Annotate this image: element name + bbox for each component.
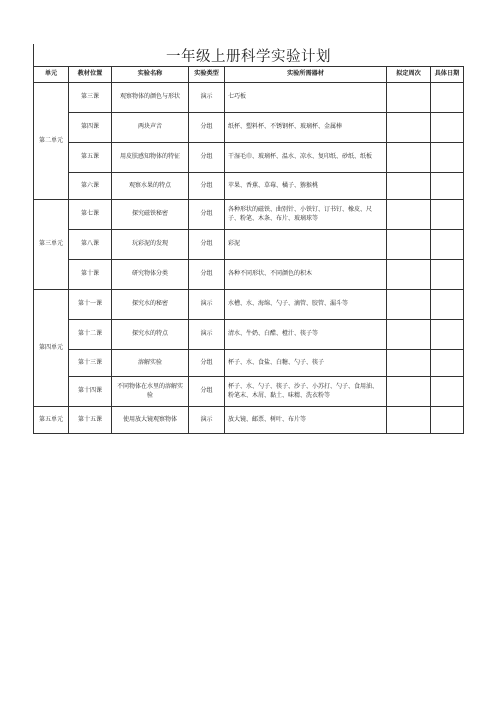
week-cell xyxy=(387,260,431,290)
date-cell xyxy=(431,320,464,350)
materials-cell: 七巧板 xyxy=(225,83,387,113)
header-materials: 实验所需器材 xyxy=(225,67,387,83)
table-row xyxy=(34,200,464,230)
experiment-cell: 观察物体的颜色与形状 xyxy=(112,83,189,113)
header-experiment: 实验名称 xyxy=(112,67,189,83)
header-week: 拟定周次 xyxy=(387,67,431,83)
date-cell xyxy=(431,377,464,407)
materials-cell: 清水、牛奶、白醋、橙汁、筷子等 xyxy=(225,320,387,350)
unit-cell: 第二单元 xyxy=(34,83,69,200)
document-page xyxy=(33,44,463,434)
materials-cell: 水槽、水、海绵、勺子、滴管、胶管、漏斗等 xyxy=(225,290,387,320)
unit-cell: 第五单元 xyxy=(34,407,69,434)
experiment-cell: 溶解实验 xyxy=(112,350,189,377)
experiment-cell: 两块声音 xyxy=(112,113,189,143)
header-type: 实验类型 xyxy=(189,67,225,83)
experiment-cell: 玩彩泥的发现 xyxy=(112,230,189,260)
lesson-cell: 第十三课 xyxy=(69,350,112,377)
table-row xyxy=(34,377,464,407)
date-cell xyxy=(431,83,464,113)
type-cell: 分组 xyxy=(189,350,225,377)
date-cell xyxy=(431,407,464,434)
type-cell: 演示 xyxy=(189,407,225,434)
materials-cell: 纸杯、塑料杯、不锈钢杯、玻璃杯、金属棒 xyxy=(225,113,387,143)
lesson-cell: 第五课 xyxy=(69,143,112,173)
materials-cell: 杯子、水、勺子、筷子、沙子、小苏打、勺子、食用油、粉笔末、木屑、黏土、味精、洗衣粉等 xyxy=(225,377,387,407)
week-cell xyxy=(387,230,431,260)
type-cell: 分组 xyxy=(189,260,225,290)
table-row xyxy=(34,113,464,143)
table-row xyxy=(34,320,464,350)
table-row xyxy=(34,143,464,173)
date-cell xyxy=(431,260,464,290)
experiment-cell: 探究水的秘密 xyxy=(112,290,189,320)
materials-cell: 彩泥 xyxy=(225,230,387,260)
date-cell xyxy=(431,230,464,260)
lesson-cell: 第十五课 xyxy=(69,407,112,434)
week-cell xyxy=(387,290,431,320)
lesson-cell: 第七课 xyxy=(69,200,112,230)
experiment-cell: 用皮肤感知物体的特征 xyxy=(112,143,189,173)
type-cell: 演示 xyxy=(189,320,225,350)
lesson-cell: 第六课 xyxy=(69,173,112,200)
experiment-cell: 使用放大镜观察物体 xyxy=(112,407,189,434)
table-row xyxy=(34,407,464,434)
week-cell xyxy=(387,143,431,173)
materials-cell: 干湿毛巾、玻璃杯、温水、凉水、复印纸、砂纸、纸板 xyxy=(225,143,387,173)
week-cell xyxy=(387,377,431,407)
date-cell xyxy=(431,113,464,143)
date-cell xyxy=(431,200,464,230)
table-row xyxy=(34,290,464,320)
type-cell: 演示 xyxy=(189,290,225,320)
date-cell xyxy=(431,173,464,200)
page-title: 一年级上册科学实验计划 xyxy=(166,49,331,65)
lesson-cell: 第四课 xyxy=(69,113,112,143)
materials-cell: 放大镜、邮票、树叶、布片等 xyxy=(225,407,387,434)
lesson-cell: 第十二课 xyxy=(69,320,112,350)
materials-cell: 苹果、香蕉、草莓、橘子、猕猴桃 xyxy=(225,173,387,200)
experiment-cell: 探究水的特点 xyxy=(112,320,189,350)
experiment-cell: 观察水果的特点 xyxy=(112,173,189,200)
materials-cell: 杯子、水、食盐、白糖、勺子、筷子 xyxy=(225,350,387,377)
title-row xyxy=(33,44,463,66)
lesson-cell: 第三课 xyxy=(69,83,112,113)
table-row xyxy=(34,260,464,290)
header-lesson: 教材位置 xyxy=(69,67,112,83)
experiment-cell: 研究物体分类 xyxy=(112,260,189,290)
week-cell xyxy=(387,83,431,113)
type-cell: 分组 xyxy=(189,377,225,407)
type-cell: 分组 xyxy=(189,173,225,200)
type-cell: 分组 xyxy=(189,113,225,143)
date-cell xyxy=(431,350,464,377)
type-cell: 分组 xyxy=(189,143,225,173)
table-row xyxy=(34,173,464,200)
experiment-cell: 不同物体在水里的溶解实验 xyxy=(112,377,189,407)
lesson-cell: 第十课 xyxy=(69,260,112,290)
header-unit: 单元 xyxy=(34,67,69,83)
materials-cell: 各种不同形状、不同颜色的积木 xyxy=(225,260,387,290)
lesson-cell: 第十四课 xyxy=(69,377,112,407)
experiment-plan-table xyxy=(33,66,464,434)
date-cell xyxy=(431,143,464,173)
unit-cell: 第三单元 xyxy=(34,200,69,290)
week-cell xyxy=(387,350,431,377)
table-row xyxy=(34,83,464,113)
type-cell: 演示 xyxy=(189,83,225,113)
table-row xyxy=(34,350,464,377)
table-row xyxy=(34,230,464,260)
type-cell: 分组 xyxy=(189,230,225,260)
week-cell xyxy=(387,407,431,434)
experiment-cell: 探究磁铁秘密 xyxy=(112,200,189,230)
week-cell xyxy=(387,320,431,350)
week-cell xyxy=(387,200,431,230)
header-row xyxy=(34,67,464,83)
type-cell: 分组 xyxy=(189,200,225,230)
lesson-cell: 第八课 xyxy=(69,230,112,260)
lesson-cell: 第十一课 xyxy=(69,290,112,320)
week-cell xyxy=(387,113,431,143)
week-cell xyxy=(387,173,431,200)
date-cell xyxy=(431,290,464,320)
header-date: 具体日期 xyxy=(431,67,464,83)
unit-cell: 第四单元 xyxy=(34,290,69,407)
materials-cell: 各种形状的磁铁、曲别针、小铁钉、订书钉、橡皮、尺子、粉笔、木条、布片、玻璃球等 xyxy=(225,200,387,230)
